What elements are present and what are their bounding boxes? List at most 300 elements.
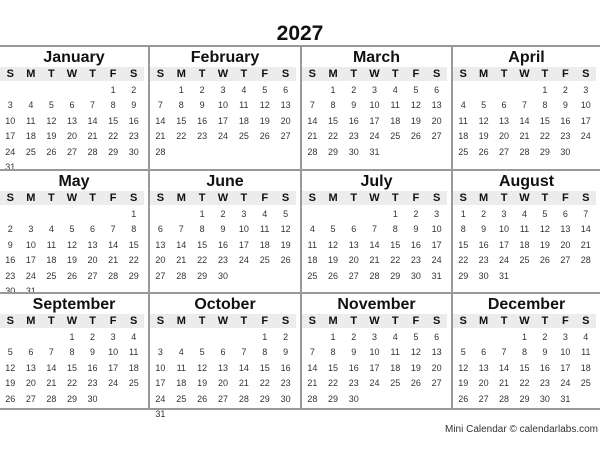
day-cell: 12 xyxy=(280,224,291,235)
month-title: February xyxy=(190,49,260,66)
weekday-label: F xyxy=(261,68,269,80)
weekday-label: T xyxy=(350,192,358,204)
day-cell: 13 xyxy=(25,362,36,373)
day-cell: 7 xyxy=(309,347,315,358)
day-cell: 31 xyxy=(25,285,36,296)
empty-day-cell xyxy=(41,207,62,222)
month-title: April xyxy=(508,49,545,66)
month-title: January xyxy=(43,49,105,66)
day-cell: 5 xyxy=(7,347,13,358)
day-cell: 2 xyxy=(351,332,357,342)
month-may xyxy=(0,169,150,296)
day-cell: 14 xyxy=(307,362,318,373)
day-cell: 22 xyxy=(108,131,119,142)
day-cell: 3 xyxy=(28,224,34,235)
day-cell: 15 xyxy=(176,115,187,126)
day-cell: 25 xyxy=(307,270,318,281)
day-cell: 13 xyxy=(217,362,228,373)
day-cell: 13 xyxy=(431,100,442,111)
day-cell: 27 xyxy=(478,393,489,404)
day-cell: 28 xyxy=(46,393,57,404)
day-cell: 17 xyxy=(5,131,16,142)
day-cell: 21 xyxy=(307,131,318,142)
day-grid xyxy=(150,207,296,284)
day-cell: 2 xyxy=(199,85,205,95)
day-grid xyxy=(453,83,596,160)
day-cell: 15 xyxy=(328,362,339,373)
month-title: June xyxy=(206,173,244,190)
day-cell: 15 xyxy=(458,239,469,250)
day-cell: 9 xyxy=(283,347,289,358)
month-title: November xyxy=(337,296,416,313)
day-cell: 19 xyxy=(410,115,421,126)
day-cell: 10 xyxy=(431,224,442,235)
day-cell: 2 xyxy=(283,332,289,342)
weekday-label: T xyxy=(198,192,206,204)
day-cell: 8 xyxy=(178,100,184,111)
day-cell: 19 xyxy=(197,378,208,389)
day-cell: 19 xyxy=(46,131,57,142)
empty-day-cell xyxy=(233,407,254,422)
day-cell: 11 xyxy=(46,239,57,250)
month-july xyxy=(302,169,453,292)
day-cell: 12 xyxy=(197,362,208,373)
day-cell: 2 xyxy=(562,85,568,95)
empty-day-cell xyxy=(426,145,447,160)
weekday-label: W xyxy=(519,68,530,80)
empty-day-cell xyxy=(150,207,171,222)
day-cell: 18 xyxy=(307,255,318,266)
day-cell: 7 xyxy=(48,347,54,358)
empty-day-cell xyxy=(302,207,323,222)
day-cell: 4 xyxy=(392,332,398,342)
weekday-label: F xyxy=(261,192,269,204)
day-cell: 26 xyxy=(458,393,469,404)
month-february xyxy=(150,47,302,169)
weekday-label: F xyxy=(561,68,569,80)
day-cell: 20 xyxy=(217,378,228,389)
day-cell: 7 xyxy=(371,224,377,235)
empty-day-cell xyxy=(473,83,493,98)
weekday-header xyxy=(302,191,447,205)
day-cell: 24 xyxy=(499,255,510,266)
weekday-label: S xyxy=(281,315,290,327)
day-cell: 26 xyxy=(410,131,421,142)
day-cell: 31 xyxy=(5,161,16,172)
day-cell: 26 xyxy=(280,255,291,266)
day-cell: 7 xyxy=(501,347,507,358)
day-cell: 6 xyxy=(481,347,487,358)
day-cell: 12 xyxy=(328,239,339,250)
empty-day-cell xyxy=(514,269,534,284)
empty-day-cell xyxy=(192,330,213,345)
day-cell: 31 xyxy=(369,146,380,157)
weekday-label: M xyxy=(176,315,186,327)
day-cell: 12 xyxy=(66,239,77,250)
day-cell: 15 xyxy=(197,239,208,250)
day-cell: 4 xyxy=(521,209,527,219)
day-cell: 5 xyxy=(542,209,548,219)
day-cell: 30 xyxy=(348,146,359,157)
empty-day-cell xyxy=(364,392,385,407)
day-cell: 20 xyxy=(560,239,571,250)
weekday-label: T xyxy=(240,68,248,80)
day-cell: 27 xyxy=(217,393,228,404)
empty-day-cell xyxy=(576,269,596,284)
empty-day-cell xyxy=(213,145,234,160)
weekday-label: M xyxy=(479,192,489,204)
empty-day-cell xyxy=(576,392,596,407)
weekday-label: S xyxy=(432,68,441,80)
day-cell: 23 xyxy=(217,255,228,266)
weekday-label: T xyxy=(541,315,549,327)
weekday-label: S xyxy=(6,315,14,327)
weekday-label: S xyxy=(432,192,441,204)
empty-day-cell xyxy=(82,207,103,222)
weekday-header xyxy=(0,67,144,81)
day-cell: 15 xyxy=(66,362,77,373)
day-cell: 9 xyxy=(562,100,568,111)
day-cell: 19 xyxy=(259,115,270,126)
day-cell: 11 xyxy=(581,347,591,358)
day-cell: 13 xyxy=(280,100,291,111)
day-cell: 14 xyxy=(519,115,530,126)
day-cell: 2 xyxy=(220,209,226,219)
day-cell: 11 xyxy=(390,100,400,111)
day-cell: 25 xyxy=(46,270,57,281)
day-cell: 7 xyxy=(241,347,247,358)
day-cell: 16 xyxy=(410,239,421,250)
day-cell: 6 xyxy=(283,85,289,95)
day-cell: 24 xyxy=(155,393,166,404)
day-cell: 23 xyxy=(87,378,98,389)
empty-day-cell xyxy=(62,207,83,222)
day-cell: 5 xyxy=(413,332,419,342)
day-cell: 27 xyxy=(25,393,36,404)
day-cell: 15 xyxy=(328,115,339,126)
day-cell: 7 xyxy=(521,100,527,111)
day-cell: 18 xyxy=(390,115,401,126)
day-cell: 4 xyxy=(392,85,398,95)
day-cell: 30 xyxy=(87,393,98,404)
weekday-label: S xyxy=(156,315,165,327)
day-cell: 30 xyxy=(410,270,421,281)
day-cell: 26 xyxy=(539,255,550,266)
day-cell: 22 xyxy=(259,378,270,389)
empty-day-cell xyxy=(233,269,254,284)
day-cell: 7 xyxy=(178,224,184,235)
day-cell: 25 xyxy=(390,378,401,389)
day-cell: 11 xyxy=(307,239,318,250)
day-cell: 31 xyxy=(560,393,571,404)
empty-day-cell xyxy=(171,145,192,160)
day-cell: 26 xyxy=(328,270,339,281)
day-cell: 5 xyxy=(413,85,419,95)
day-cell: 2 xyxy=(131,85,137,95)
day-cell: 18 xyxy=(25,131,36,142)
weekday-label: S xyxy=(130,315,138,327)
weekday-label: S xyxy=(308,68,317,80)
day-cell: 5 xyxy=(460,347,466,358)
day-cell: 28 xyxy=(519,146,530,157)
month-april xyxy=(453,47,600,169)
day-cell: 31 xyxy=(499,270,510,281)
day-cell: 2 xyxy=(7,224,13,235)
day-cell: 30 xyxy=(280,393,291,404)
day-cell: 5 xyxy=(481,100,487,111)
day-cell: 13 xyxy=(431,347,442,358)
day-cell: 30 xyxy=(128,146,139,157)
day-cell: 1 xyxy=(199,209,205,219)
day-cell: 29 xyxy=(539,146,550,157)
calendar-grid xyxy=(0,45,600,419)
month-september xyxy=(0,292,150,408)
empty-day-cell xyxy=(302,330,323,345)
empty-day-cell xyxy=(406,145,427,160)
day-cell: 6 xyxy=(69,100,75,111)
day-grid xyxy=(453,207,596,284)
day-cell: 23 xyxy=(560,131,571,142)
day-cell: 25 xyxy=(259,255,270,266)
weekday-label: T xyxy=(541,192,549,204)
day-cell: 11 xyxy=(239,100,249,111)
day-cell: 1 xyxy=(262,332,268,342)
weekday-label: T xyxy=(350,315,358,327)
day-cell: 21 xyxy=(46,378,57,389)
day-cell: 16 xyxy=(478,239,489,250)
weekday-header xyxy=(150,191,296,205)
day-grid xyxy=(0,83,144,175)
day-cell: 12 xyxy=(458,362,469,373)
empty-day-cell xyxy=(453,83,473,98)
day-cell: 16 xyxy=(348,362,359,373)
day-cell: 28 xyxy=(238,393,249,404)
day-cell: 27 xyxy=(431,378,442,389)
day-cell: 22 xyxy=(458,255,469,266)
day-cell: 25 xyxy=(580,378,591,389)
day-cell: 7 xyxy=(90,100,96,111)
month-title: October xyxy=(194,296,256,313)
day-cell: 10 xyxy=(369,100,380,111)
day-cell: 9 xyxy=(481,224,487,235)
day-cell: 1 xyxy=(542,85,548,95)
day-cell: 8 xyxy=(542,100,548,111)
empty-day-cell xyxy=(171,330,192,345)
day-cell: 26 xyxy=(410,378,421,389)
day-cell: 27 xyxy=(560,255,571,266)
day-cell: 21 xyxy=(108,255,119,266)
day-cell: 23 xyxy=(348,378,359,389)
day-cell: 5 xyxy=(283,209,289,219)
weekday-label: S xyxy=(6,68,14,80)
day-cell: 17 xyxy=(238,239,249,250)
day-cell: 5 xyxy=(199,347,205,358)
weekday-label: W xyxy=(66,192,78,204)
day-cell: 14 xyxy=(307,115,318,126)
empty-day-cell xyxy=(171,407,192,422)
empty-day-cell xyxy=(385,145,406,160)
weekday-label: T xyxy=(48,68,55,80)
day-cell: 29 xyxy=(128,270,139,281)
day-cell: 18 xyxy=(238,115,249,126)
day-cell: 9 xyxy=(413,224,419,235)
empty-day-cell xyxy=(275,407,296,422)
day-cell: 25 xyxy=(128,378,139,389)
day-cell: 20 xyxy=(499,131,510,142)
day-cell: 23 xyxy=(348,131,359,142)
empty-day-cell xyxy=(254,407,275,422)
weekday-label: S xyxy=(130,68,138,80)
day-cell: 17 xyxy=(499,239,510,250)
day-cell: 21 xyxy=(580,239,591,250)
day-cell: 16 xyxy=(539,362,550,373)
day-cell: 8 xyxy=(330,100,336,111)
weekday-label: F xyxy=(109,192,117,204)
day-cell: 26 xyxy=(5,393,16,404)
day-cell: 19 xyxy=(5,378,16,389)
empty-day-cell xyxy=(275,145,296,160)
day-cell: 8 xyxy=(262,347,268,358)
month-december xyxy=(453,292,600,408)
day-cell: 17 xyxy=(108,362,119,373)
empty-day-cell xyxy=(103,207,124,222)
day-cell: 8 xyxy=(521,347,527,358)
weekday-header xyxy=(302,314,447,328)
day-cell: 20 xyxy=(66,131,77,142)
day-cell: 9 xyxy=(351,100,357,111)
weekday-label: T xyxy=(391,315,399,327)
weekday-label: S xyxy=(582,192,590,204)
day-cell: 7 xyxy=(583,209,589,219)
empty-day-cell xyxy=(21,330,42,345)
weekday-label: T xyxy=(500,192,508,204)
day-cell: 22 xyxy=(390,255,401,266)
footer-credit: Mini Calendar © calendarlabs.com xyxy=(445,424,598,435)
weekday-label: T xyxy=(198,68,206,80)
weekday-label: T xyxy=(500,315,508,327)
weekday-label: F xyxy=(561,315,569,327)
weekday-label: F xyxy=(412,192,420,204)
empty-day-cell xyxy=(192,145,213,160)
day-cell: 7 xyxy=(157,100,163,111)
day-cell: 19 xyxy=(539,239,550,250)
day-cell: 11 xyxy=(390,347,400,358)
day-cell: 1 xyxy=(330,85,336,95)
day-cell: 29 xyxy=(328,393,339,404)
day-cell: 3 xyxy=(434,209,440,219)
day-cell: 3 xyxy=(220,85,226,95)
empty-day-cell xyxy=(192,407,213,422)
empty-day-cell xyxy=(275,269,296,284)
weekday-label: T xyxy=(240,192,248,204)
day-cell: 21 xyxy=(176,255,187,266)
day-cell: 17 xyxy=(580,115,591,126)
day-cell: 6 xyxy=(351,224,357,235)
day-cell: 1 xyxy=(392,209,398,219)
day-cell: 24 xyxy=(25,270,36,281)
day-cell: 16 xyxy=(560,115,571,126)
weekday-label: S xyxy=(156,68,165,80)
day-cell: 14 xyxy=(580,224,591,235)
empty-day-cell xyxy=(343,207,364,222)
empty-day-cell xyxy=(302,83,323,98)
day-cell: 27 xyxy=(87,270,98,281)
day-cell: 27 xyxy=(499,146,510,157)
day-cell: 22 xyxy=(128,255,139,266)
day-cell: 6 xyxy=(90,224,96,235)
day-cell: 18 xyxy=(580,362,591,373)
day-cell: 30 xyxy=(348,393,359,404)
day-cell: 18 xyxy=(519,239,530,250)
day-cell: 6 xyxy=(434,332,440,342)
day-cell: 14 xyxy=(369,239,380,250)
day-cell: 17 xyxy=(155,378,166,389)
day-cell: 1 xyxy=(110,85,116,95)
day-cell: 19 xyxy=(280,239,291,250)
weekday-header xyxy=(0,191,144,205)
month-title: March xyxy=(352,49,401,66)
day-cell: 4 xyxy=(48,224,54,235)
day-cell: 6 xyxy=(501,100,507,111)
day-cell: 20 xyxy=(431,115,442,126)
day-cell: 13 xyxy=(87,239,98,250)
empty-day-cell xyxy=(514,83,534,98)
day-cell: 14 xyxy=(108,239,119,250)
weekday-header xyxy=(453,191,596,205)
weekday-label: S xyxy=(156,192,165,204)
day-cell: 24 xyxy=(369,378,380,389)
empty-day-cell xyxy=(213,330,234,345)
day-grid xyxy=(302,330,447,407)
weekday-label: F xyxy=(412,315,420,327)
day-cell: 23 xyxy=(128,131,139,142)
day-cell: 13 xyxy=(478,362,489,373)
day-cell: 15 xyxy=(519,362,530,373)
weekday-label: W xyxy=(66,68,78,80)
day-cell: 1 xyxy=(460,209,466,219)
day-cell: 16 xyxy=(348,115,359,126)
month-october xyxy=(150,292,302,419)
day-cell: 18 xyxy=(46,255,57,266)
empty-day-cell xyxy=(323,207,344,222)
day-cell: 1 xyxy=(69,332,75,342)
day-cell: 24 xyxy=(369,131,380,142)
weekday-header xyxy=(0,314,144,328)
day-cell: 8 xyxy=(131,224,137,235)
day-cell: 9 xyxy=(542,347,548,358)
empty-day-cell xyxy=(123,392,144,407)
day-cell: 29 xyxy=(108,146,119,157)
day-cell: 4 xyxy=(460,100,466,111)
day-cell: 24 xyxy=(580,131,591,142)
day-cell: 4 xyxy=(178,347,184,358)
empty-day-cell xyxy=(41,83,62,98)
day-cell: 27 xyxy=(155,270,166,281)
day-cell: 9 xyxy=(199,100,205,111)
day-cell: 7 xyxy=(110,224,116,235)
weekday-header xyxy=(150,67,296,81)
weekday-label: T xyxy=(541,68,549,80)
empty-day-cell xyxy=(494,83,514,98)
day-cell: 3 xyxy=(110,332,116,342)
day-cell: 13 xyxy=(560,224,571,235)
weekday-label: F xyxy=(412,68,420,80)
day-cell: 1 xyxy=(330,332,336,342)
day-cell: 17 xyxy=(217,115,228,126)
empty-day-cell xyxy=(150,83,171,98)
day-cell: 21 xyxy=(238,378,249,389)
day-cell: 4 xyxy=(583,332,589,342)
